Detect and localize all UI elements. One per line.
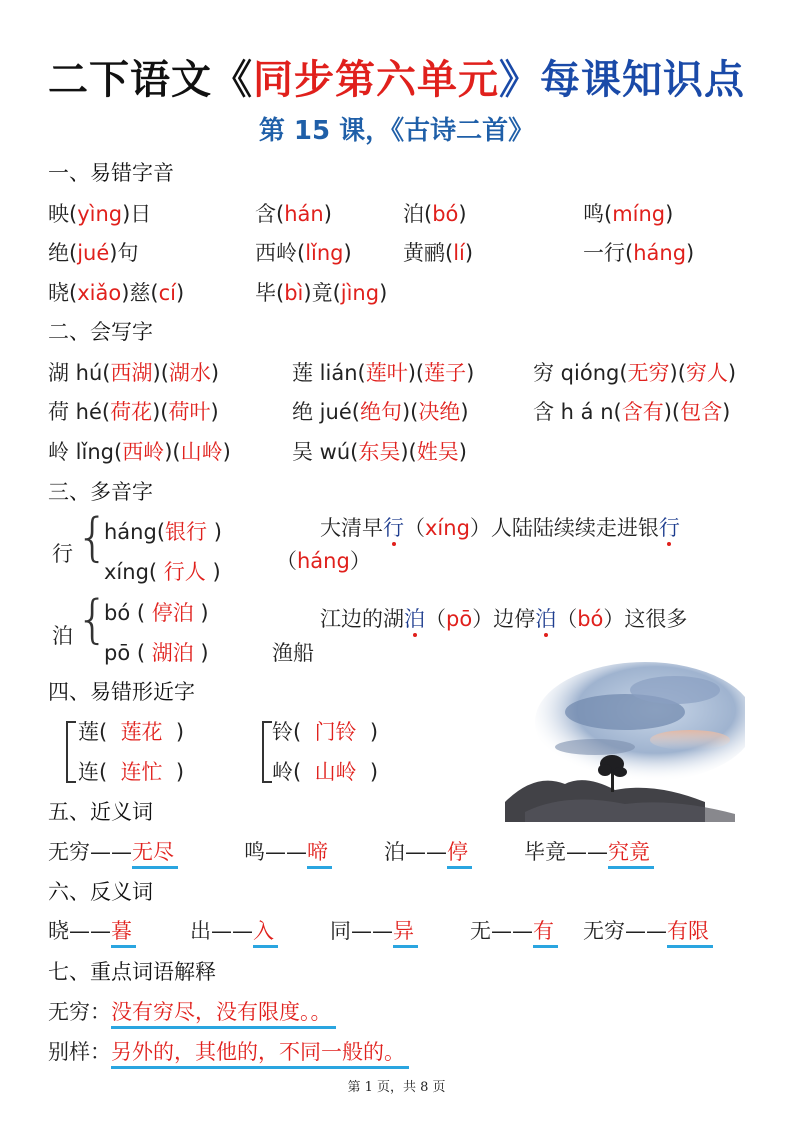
writing-item: 湖 hú(西湖)(湖水)	[48, 361, 220, 385]
bracket	[262, 721, 272, 783]
synonym-item: 毕竟——究竟	[524, 836, 654, 866]
polyphone-reading: bó ( 停泊 )	[104, 601, 209, 625]
page-footer: 第 1 页，共 8 页	[347, 1080, 446, 1095]
pinyin-item: 含(hán)	[255, 202, 332, 226]
bracket	[66, 721, 76, 783]
section-heading-1: 一、易错字音	[48, 161, 174, 185]
brace: {	[76, 590, 110, 650]
pinyin-item: 西岭(lǐng)	[255, 241, 352, 265]
synonym-item: 无穷——无尽	[48, 836, 178, 866]
antonym-item: 同——异	[330, 915, 418, 945]
pinyin-item: 映(yìng)日	[48, 202, 152, 226]
pinyin-item: 黄鹂(lí)	[403, 241, 474, 265]
writing-item: 绝 jué(绝句)(决绝)	[292, 400, 469, 424]
landscape-illustration	[505, 652, 745, 822]
page-title: 二下语文《同步第六单元》每课知识点	[48, 57, 745, 103]
polyphone-reading: háng(银行 )	[104, 520, 222, 544]
pinyin-item: 泊(bó)	[403, 202, 467, 226]
antonym-item: 晓——暮	[48, 915, 149, 945]
polyphone-char: 行	[52, 542, 73, 566]
polyphone-sentence-cont: 渔船	[272, 641, 314, 665]
polyphone-sentence: 江边的湖泊（pō）边停泊（bó）这很多	[320, 607, 688, 631]
polyphone-sentence: 大清早行（xíng）人陆陆续续走进银行	[320, 516, 680, 540]
section-heading-5: 五、近义词	[48, 800, 153, 824]
writing-item: 吴 wú(东吴)(姓吴)	[292, 440, 467, 464]
section-heading-2: 二、会写字	[48, 320, 153, 344]
lesson-subtitle: 第 15 课，《古诗二首》	[258, 116, 535, 146]
antonym-item: 出——入	[190, 915, 278, 945]
writing-item: 含 h á n(含有)(包含)	[533, 400, 731, 424]
pinyin-item: 晓(xiǎo)慈(cí)	[48, 281, 185, 305]
pinyin-item: 一行(háng)	[583, 241, 695, 265]
synonym-item: 鸣——啼	[244, 836, 332, 866]
similar-char-item: 莲( 莲花 )	[78, 720, 185, 744]
synonym-item: 泊——停	[384, 836, 472, 866]
similar-char-item: 连( 连忙 )	[78, 760, 185, 784]
writing-item: 莲 lián(莲叶)(莲子)	[292, 361, 475, 385]
writing-item: 荷 hé(荷花)(荷叶)	[48, 400, 219, 424]
similar-char-item: 岭( 山岭 )	[272, 760, 379, 784]
definition-item: 无穷：没有穷尽，没有限度。。	[48, 996, 336, 1026]
section-heading-7: 七、重点词语解释	[48, 960, 216, 984]
antonym-item: 无穷——有限	[583, 915, 713, 945]
similar-char-item: 铃( 门铃 )	[272, 720, 379, 744]
writing-item: 岭 lǐng(西岭)(山岭)	[48, 440, 231, 464]
polyphone-reading: xíng( 行人 )	[104, 560, 221, 584]
polyphone-reading: pō ( 湖泊 )	[104, 641, 209, 665]
polyphone-sentence-cont: （háng）	[276, 549, 371, 573]
antonym-item: 无——有	[470, 915, 558, 945]
section-heading-3: 三、多音字	[48, 480, 153, 504]
brace: {	[76, 508, 110, 568]
pinyin-item: 绝(jué)句	[48, 241, 139, 265]
section-heading-4: 四、易错形近字	[48, 680, 195, 704]
pinyin-item: 毕(bì)竟(jìng)	[255, 281, 388, 305]
polyphone-char: 泊	[52, 624, 73, 648]
pinyin-item: 鸣(míng)	[583, 202, 674, 226]
section-heading-6: 六、反义词	[48, 880, 153, 904]
writing-item: 穷 qióng(无穷)(穷人)	[533, 361, 737, 385]
definition-item: 别样：另外的，其他的，不同一般的。	[48, 1036, 409, 1066]
